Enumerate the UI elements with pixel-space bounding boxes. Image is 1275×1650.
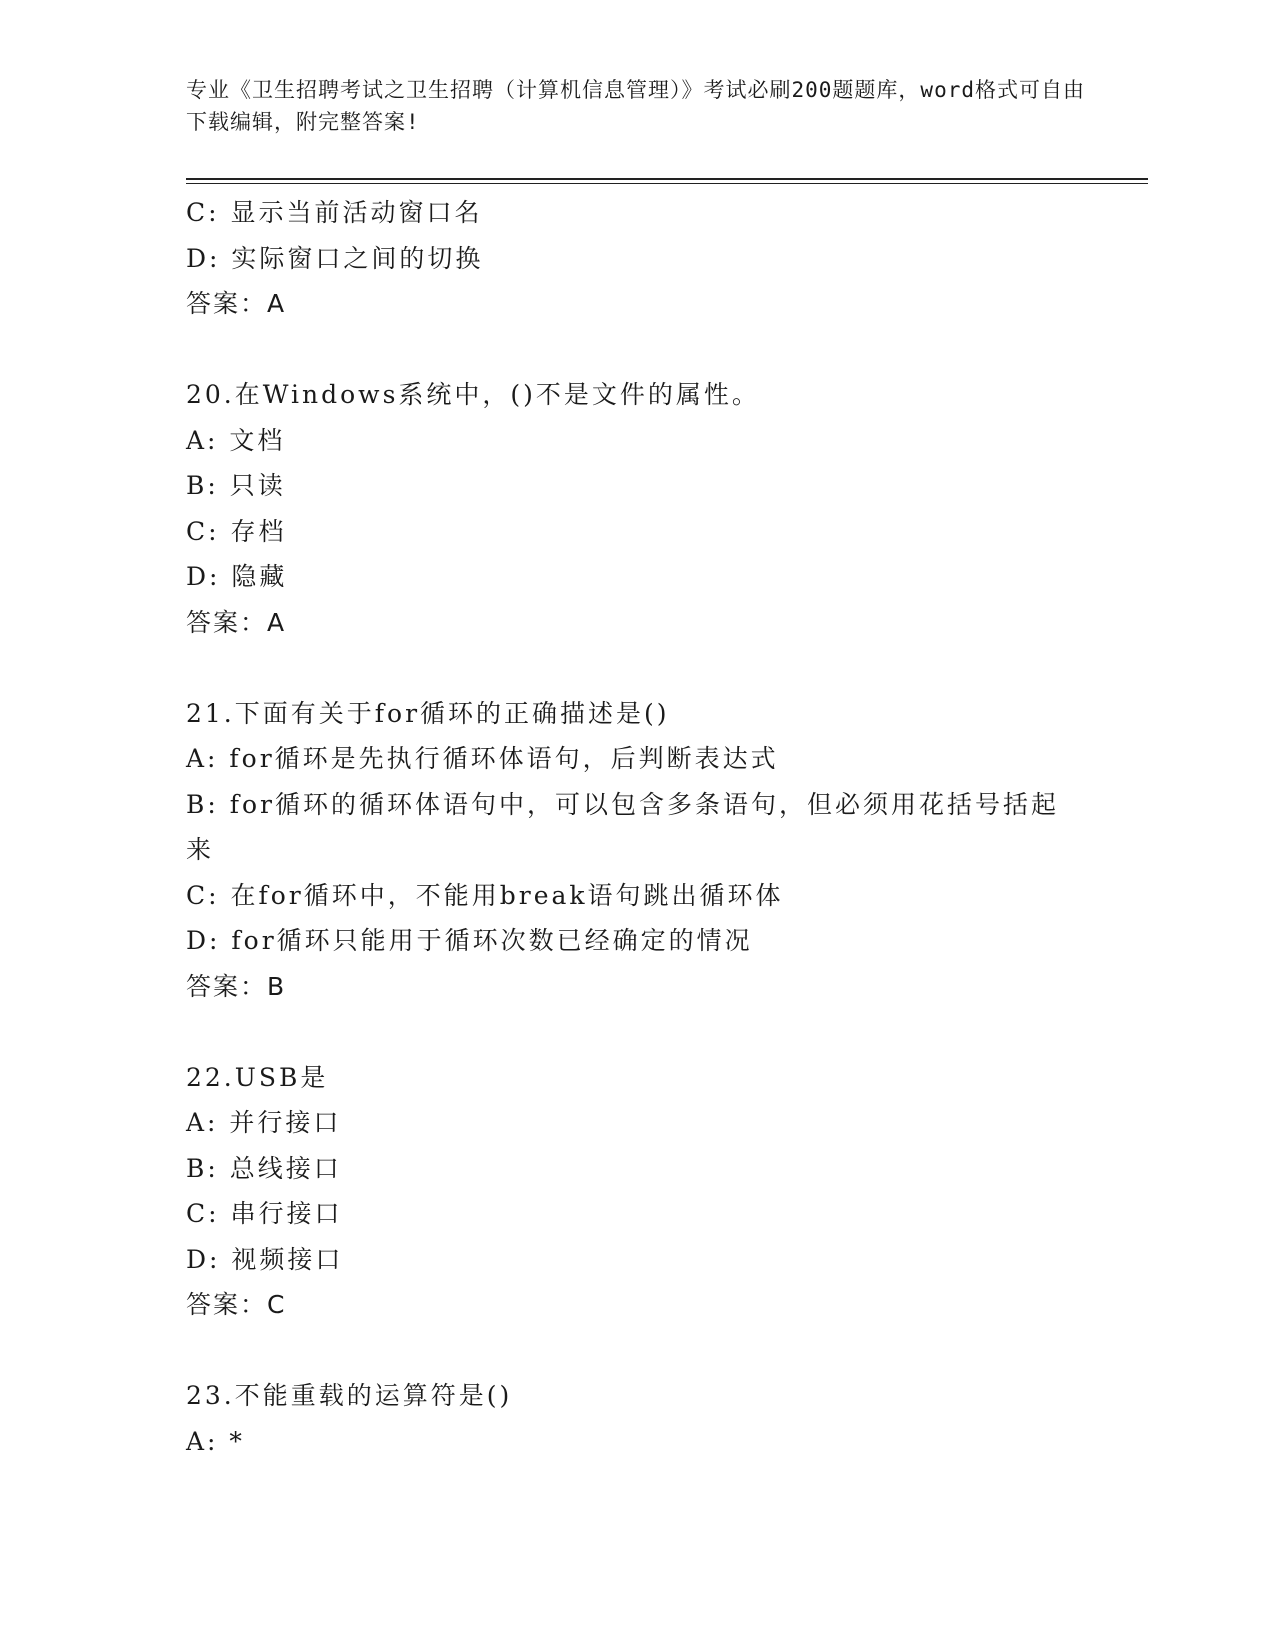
answer-line: 答案：A	[186, 289, 287, 318]
question-list	[186, 190, 1086, 1464]
question-text: 20.在Windows系统中，()不是文件的属性。	[186, 380, 760, 409]
option-b: B: 只读	[186, 471, 286, 500]
option-a: A: *	[186, 1426, 245, 1456]
option-a: A: for循环是先执行循环体语句，后判断表达式	[186, 744, 779, 773]
option-c: C: 串行接口	[186, 1199, 343, 1228]
option-d: D: 视频接口	[186, 1244, 344, 1274]
option-a: A: 并行接口	[186, 1108, 342, 1137]
document-header: 专业《卫生招聘考试之卫生招聘（计算机信息管理）》考试必刷200题题库，word格式可自由下载编辑，附完整答案!	[186, 78, 1085, 134]
spacer	[186, 1328, 1086, 1374]
option-b: B: for循环的循环体语句中，可以包含多条语句，但必须用花括号括起来	[186, 789, 1059, 864]
header-divider-thick	[186, 178, 1148, 180]
option-d: D: 实际窗口之间的切换	[186, 243, 484, 273]
question-text: 23.不能重载的运算符是()	[186, 1381, 513, 1410]
spacer	[186, 1009, 1086, 1055]
question-text: 22.USB是	[186, 1062, 329, 1092]
answer-line: 答案：B	[186, 971, 287, 1001]
answer-line: 答案：A	[186, 607, 287, 637]
option-c: C: 显示当前活动窗口名	[186, 198, 483, 227]
question-fragment	[186, 190, 1086, 327]
option-c: C: 在for循环中，不能用break语句跳出循环体	[186, 880, 784, 910]
spacer	[186, 327, 1086, 373]
option-d: D: 隐藏	[186, 562, 288, 591]
question-23	[186, 1373, 1086, 1464]
option-c: C: 存档	[186, 516, 287, 546]
spacer	[186, 645, 1086, 691]
question-20	[186, 372, 1086, 645]
question-22	[186, 1055, 1086, 1328]
option-a: A: 文档	[186, 425, 286, 455]
option-b: B: 总线接口	[186, 1153, 342, 1183]
question-text: 21.下面有关于for循环的正确描述是()	[186, 698, 670, 728]
header-divider-thin	[186, 183, 1148, 184]
answer-line: 答案：C	[186, 1290, 287, 1319]
option-d: D: for循环只能用于循环次数已经确定的情况	[186, 926, 753, 955]
question-21	[186, 691, 1086, 1010]
